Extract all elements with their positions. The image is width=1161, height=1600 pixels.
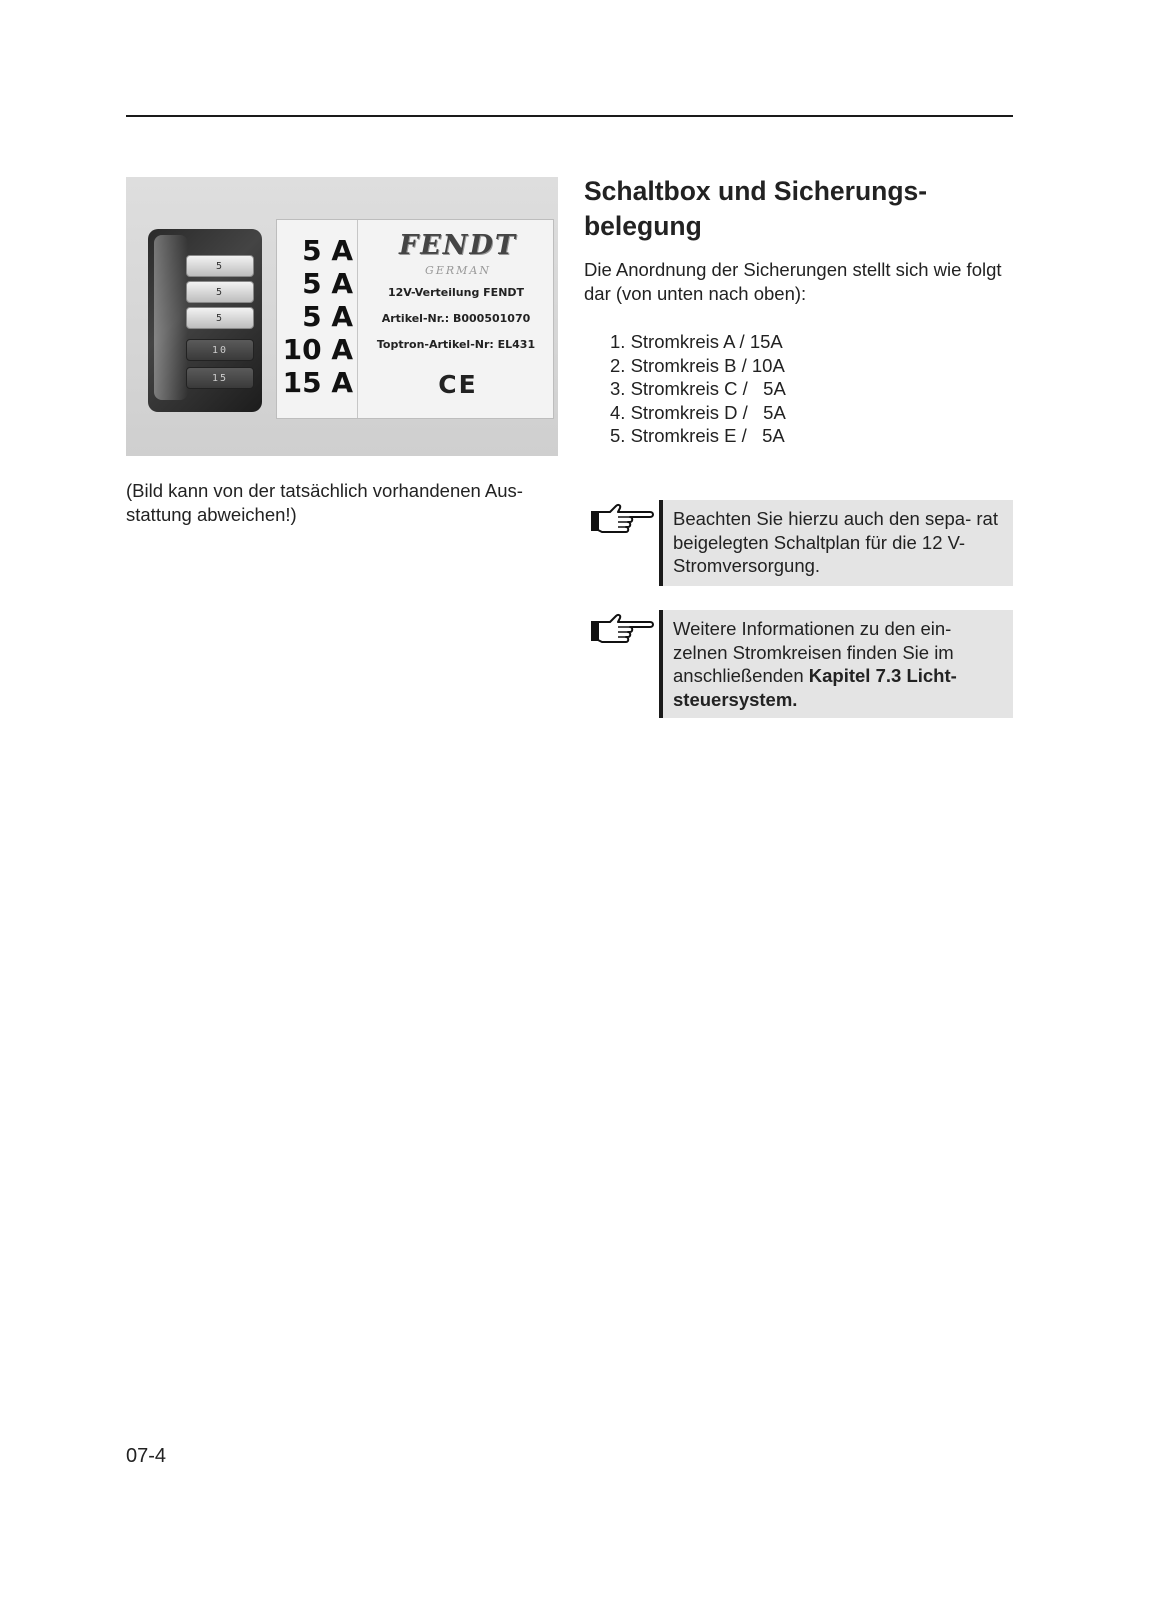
circuit-list [610, 330, 786, 448]
amp-label: 15 A [282, 366, 353, 399]
fuse: 10 [186, 339, 254, 361]
label-line: Artikel-Nr.: B000501070 [381, 312, 531, 325]
list-item: 2. Stromkreis B / 10A [610, 354, 785, 376]
fuse: 15 [186, 367, 254, 389]
list-item: 5. Stromkreis E / 5A [610, 425, 785, 446]
note-text: Beachten Sie hierzu auch den sepa- rat beigelegten Schaltplan für die 12 V-Stromversorgung. [659, 500, 1013, 586]
amp-label: 10 A [282, 333, 353, 366]
list-item: 3. Stromkreis C / 5A [610, 378, 786, 399]
fuse: 5 [186, 255, 254, 277]
amp-ratings [277, 234, 355, 399]
amp-label: 5 A [302, 234, 353, 267]
intro-text: Die Anordnung der Sicherungen stellt sich wie folgt dar (von unten nach oben): [584, 259, 1002, 304]
chapter-reference: Kapitel 7.3 Licht- steuersystem. [673, 665, 957, 710]
pointing-hand-icon [590, 612, 656, 648]
fuse: 5 [186, 281, 254, 303]
note-box-2 [590, 610, 1013, 718]
fuse-label-card [276, 219, 554, 419]
amp-label: 5 A [302, 267, 353, 300]
note-box-1 [590, 500, 1013, 586]
note-text-plain: Weitere Informationen zu den ein- zelnen Stromkreisen finden Sie im anschließenden [673, 618, 954, 686]
ce-mark: CE [438, 370, 478, 399]
pointing-hand-icon [590, 502, 656, 538]
amp-label: 5 A [302, 300, 353, 333]
heading-line: belegung [584, 211, 702, 241]
page-number: 07-4 [126, 1445, 167, 1467]
section-heading [584, 174, 1004, 244]
label-line: Toptron-Artikel-Nr: EL431 [376, 338, 536, 351]
photo-caption: (Bild kann von der tatsächlich vorhandenen Aus- stattung abweichen!) [126, 480, 523, 525]
top-rule [126, 115, 1013, 117]
brand-logo: FENDT [399, 230, 517, 261]
label-line: 12V-Verteilung FENDT [387, 286, 525, 299]
fusebox-photo [126, 177, 558, 456]
list-item: 4. Stromkreis D / 5A [610, 401, 786, 423]
fuse-holder [148, 229, 262, 412]
fuse: 5 [186, 307, 254, 329]
brand-sub: GERMAN [425, 264, 491, 277]
note-text [659, 610, 1013, 718]
list-item: 1. Stromkreis A / 15A [610, 331, 783, 352]
heading-line: Schaltbox und Sicherungs- [584, 176, 928, 206]
